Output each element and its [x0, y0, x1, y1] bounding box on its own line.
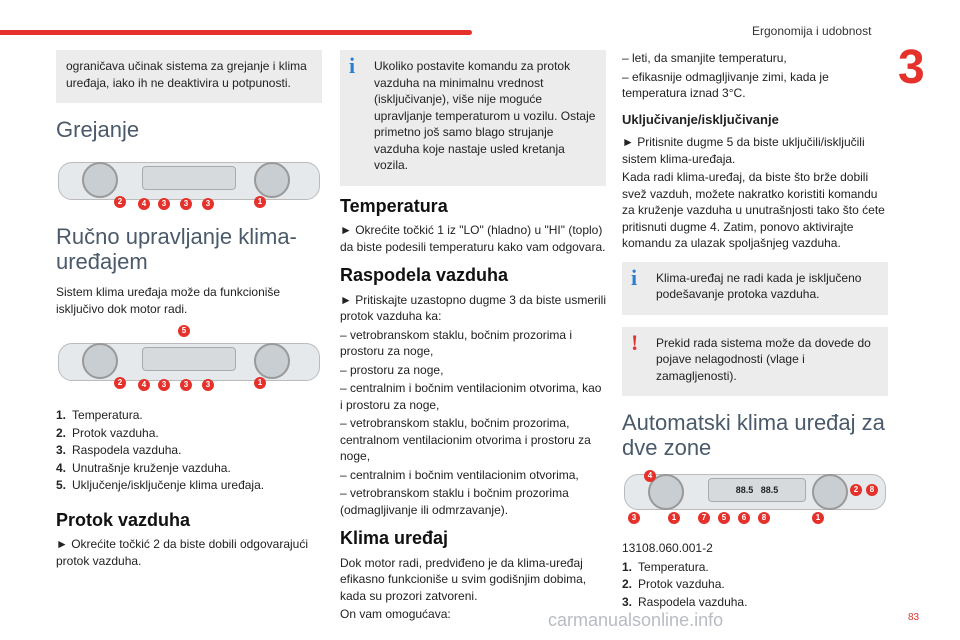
- heading-raspodela: Raspodela vazduha: [340, 265, 509, 285]
- list-item: 4. Unutrašnje kruženje vazduha.: [56, 460, 231, 475]
- paragraph: ► Okrećite točkić 2 da biste dobili odgovarajući protok vazduha.: [56, 537, 308, 568]
- paragraph: – leti, da smanjite temperaturu,: [622, 51, 787, 65]
- paragraph: – vetrobranskom staklu, bočnim prozorima i prostoru za noge,: [340, 327, 573, 358]
- column-1: [56, 50, 322, 571]
- header-accent-bar: [0, 30, 472, 35]
- callout: 2: [850, 484, 862, 496]
- callout: 1: [668, 512, 680, 524]
- paragraph: Sistem klima uređaja može da funkcioniše isključivo dok motor radi.: [56, 285, 281, 316]
- callout: 2: [114, 377, 126, 389]
- paragraph: – efikasnije odmagljivanje zimi, kada je temperatura iznad 3°C.: [622, 69, 829, 100]
- callout: 4: [644, 470, 656, 482]
- info-icon: i: [349, 53, 356, 78]
- callout: 2: [114, 196, 126, 208]
- callout: 6: [738, 512, 750, 524]
- list-item: 3. Raspodela vazduha.: [622, 594, 748, 609]
- left-knob: [82, 162, 118, 198]
- button-row: [142, 166, 236, 190]
- control-panel-diagram-2: [56, 325, 322, 393]
- paragraph: – centralnim i bočnim ventilacionim otvorima, kao i prostoru za noge,: [340, 381, 602, 412]
- callout: 5: [178, 325, 190, 337]
- callout: 3: [158, 198, 170, 210]
- column-2: [340, 50, 606, 625]
- paragraph: Kada radi klima-uređaj, da biste što brže dobili svež vazduh, možete nakratko koristiti komandu za kruženje vazduha u unutrašnjosti tako što ćete pritisnuti dugme 4. Zatim, ponovo aktivirajte komandu za ulazak spoljašnjeg vazduha.: [622, 170, 885, 250]
- heading-rucno: Ručno upravljanje klima-uređajem: [56, 224, 297, 274]
- watermark: carmanualsonline.info: [548, 610, 724, 630]
- note-box: [56, 50, 322, 103]
- callout: 8: [758, 512, 770, 524]
- right-knob: [812, 474, 848, 510]
- info-icon: i: [631, 264, 638, 290]
- callout: 1: [254, 196, 266, 208]
- right-knob: [254, 162, 290, 198]
- reference-code: 13108.060.001-2: [622, 541, 713, 555]
- note-text: ograničava učinak sistema za grejanje i klima uređaja, iako ih ne deaktivira u potpunosti.: [66, 59, 307, 90]
- heading-klima: Klima uređaj: [340, 528, 449, 548]
- control-panel-diagram-1: [56, 152, 322, 210]
- callout: 1: [812, 512, 824, 524]
- left-knob: [82, 343, 118, 379]
- section-title: Ergonomija i udobnost: [752, 24, 872, 38]
- warning-note: [622, 327, 888, 397]
- page-number: 83: [908, 612, 920, 623]
- list-item: 2. Protok vazduha.: [56, 425, 159, 440]
- paragraph: – centralnim i bočnim ventilacionim otvorima,: [340, 467, 579, 482]
- callout: 8: [866, 484, 878, 496]
- paragraph: On vam omogućava:: [340, 607, 451, 621]
- column-3: [622, 50, 888, 611]
- paragraph: ► Okrećite točkić 1 iz "LO" (hladno) u "HI" (toplo) da biste podesili temperaturu kako vam odgovara.: [340, 223, 606, 254]
- callout: 3: [180, 379, 192, 391]
- list-item: 1. Temperatura.: [622, 559, 709, 574]
- right-knob: [254, 343, 290, 379]
- callout: 4: [138, 379, 150, 391]
- warning-icon: !: [631, 329, 639, 355]
- paragraph: ► Pritiskajte uzastopno dugme 3 da biste usmerili protok vazduha ka:: [340, 292, 607, 323]
- callout: 3: [158, 379, 170, 391]
- list-item: 3. Raspodela vazduha.: [56, 443, 182, 457]
- paragraph: – vetrobranskom staklu, bočnim prozorima, centralnom ventilacionim otvorima i prostoru za noge,: [340, 416, 591, 463]
- heading-automatski: Automatski klima uređaj za dve zone: [622, 410, 885, 460]
- paragraph: – vetrobranskom staklu i bočnim prozorima (odmagljivanje ili odmrzavanje).: [340, 486, 569, 517]
- callout: 3: [628, 512, 640, 524]
- paragraph: Dok motor radi, predviđeno je da klima-uređaj efikasno funkcioniše u svim godišnjim dobima, kada su prozori zatvoreni.: [340, 555, 587, 603]
- info-note: [340, 50, 606, 186]
- paragraph: – prostoru za noge,: [340, 362, 444, 377]
- note-text: Klima-uređaj ne radi kada je isključeno podešavanje protoka vazduha.: [656, 270, 862, 301]
- note-text: Prekid rada sistema može da dovede do pojave nelagodnosti (vlage i zamagljenosti).: [656, 335, 871, 383]
- callout: 3: [202, 379, 214, 391]
- info-note: [622, 262, 888, 315]
- heading-ukljucivanje: Uključivanje/isključivanje: [622, 111, 779, 127]
- callout: 3: [180, 198, 192, 210]
- callout: 1: [254, 377, 266, 389]
- control-panel-diagram-3: [622, 470, 888, 526]
- callout: 4: [138, 198, 150, 210]
- callout: 3: [202, 198, 214, 210]
- chapter-number: 3: [898, 41, 925, 94]
- note-text: Ukoliko postavite komandu za protok vazduha na minimalnu vrednost (isključivanje), više nije moguće upravljanje temperaturom u vozilu. Ostaje primetno još samo blago strujanje vazduha koje nastaje usled kretanja vozila.: [374, 59, 596, 172]
- legend-list: [56, 407, 322, 494]
- heading-grejanje: Grejanje: [56, 117, 140, 142]
- legend-list: [622, 559, 888, 611]
- callout: 5: [718, 512, 730, 524]
- list-item: 2. Protok vazduha.: [622, 577, 725, 591]
- callout: 7: [698, 512, 710, 524]
- heading-protok: Protok vazduha: [56, 509, 191, 530]
- display: 88.5 88.5: [708, 478, 806, 502]
- heading-temperatura: Temperatura: [340, 195, 448, 216]
- paragraph: ► Pritisnite dugme 5 da biste uključili/isključili sistem klima-uređaja.: [622, 135, 865, 166]
- button-row: [142, 347, 236, 371]
- list-item: 1. Temperatura.: [56, 408, 143, 422]
- list-item: 5. Uključenje/isključenje klima uređaja.: [56, 478, 265, 492]
